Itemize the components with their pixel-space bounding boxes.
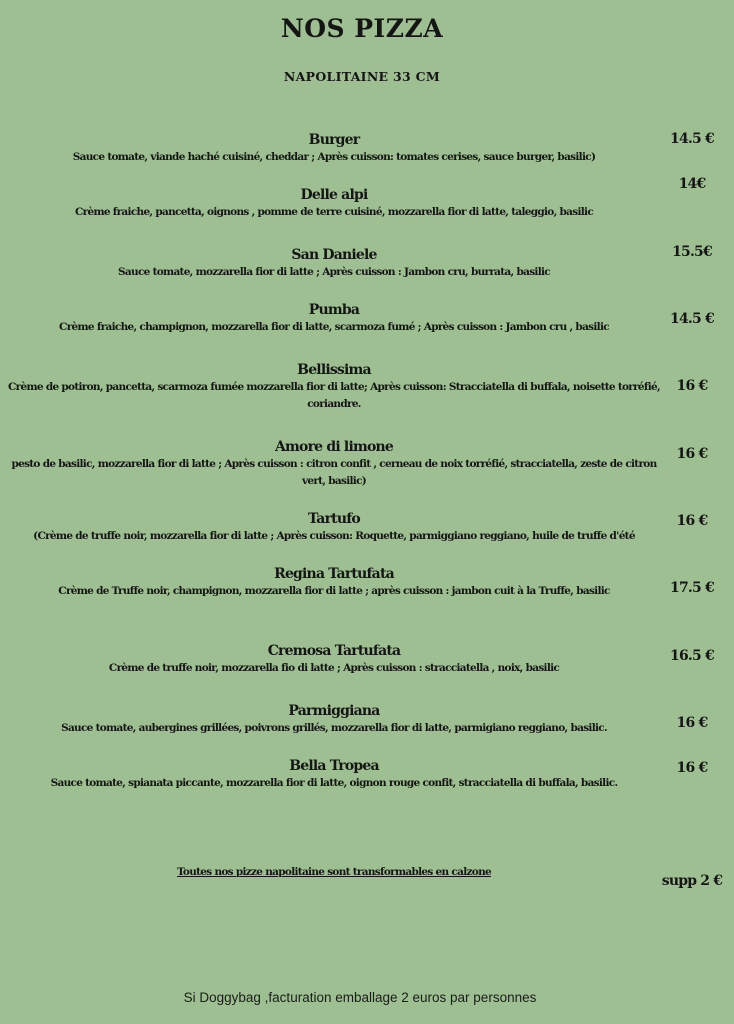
menu-item-amore-di-limone: [8, 438, 660, 490]
item-name: Burger: [308, 132, 360, 148]
menu-item-san-daniele: [8, 246, 660, 281]
doggybag-note: Si Doggybag ,facturation emballage 2 euros par personnes: [183, 990, 537, 1005]
page-subtitle: NAPOLITAINE 33 CM: [283, 69, 441, 84]
item-description: Sauce tomate, viande haché cuisiné, cheddar ; Après cuisson: tomates cerises, sauce burger, basilic): [72, 151, 596, 163]
item-description: Crème de Truffe noir, champignon, mozzarella fior di latte ; après cuisson : jambon cuit à la Truffe, basilic: [58, 585, 610, 597]
menu-item-tartufo: [8, 510, 660, 545]
menu-item-bellissima: [8, 361, 660, 413]
item-price: 17.5 €: [670, 580, 714, 596]
item-description: Sauce tomate, mozzarella fior di latte ; Après cuisson : Jambon cru, burrata, basilic: [118, 266, 550, 278]
item-name: Parmiggiana: [288, 703, 380, 719]
item-price: 14.5 €: [670, 131, 714, 147]
menu-item-delle-alpi: [8, 186, 660, 221]
item-price: 14.5 €: [670, 311, 714, 327]
item-description: Sauce tomate, aubergines grillées, poivrons grillés, mozzarella fior di latte, parmigiano reggiano, basilic.: [61, 722, 607, 734]
menu-item-parmiggiana: [8, 702, 660, 737]
item-price: 16 €: [676, 446, 708, 462]
item-description: Sauce tomate, spianata piccante, mozzarella fior di latte, oignon rouge confit, stracciatella di buffala, basilic.: [50, 777, 618, 789]
item-description: Crème de truffe noir, mozzarella fio di latte ; Après cuisson : stracciatella , noix, basilic: [108, 662, 560, 674]
calzone-supplement-price: supp 2 €: [661, 873, 723, 889]
item-price: 16 €: [676, 378, 708, 394]
page-title: NOS PIZZA: [280, 14, 444, 43]
item-price: 16 €: [676, 760, 708, 776]
menu-item-bella-tropea: [8, 757, 660, 792]
item-price: 15.5€: [672, 244, 712, 260]
item-description: Crème fraiche, champignon, mozzarella fior di latte, scarmoza fumé ; Après cuisson : Jambon cru , basilic: [59, 321, 609, 333]
item-description: (Crème de truffe noir, mozzarella fior di latte ; Après cuisson: Roquette, parmiggiano reggiano, huile de truffe d'été: [33, 530, 635, 542]
item-name: Cremosa Tartufata: [267, 643, 401, 659]
item-name: Bellissima: [297, 362, 371, 378]
menu-item-burger: [8, 131, 660, 166]
item-name: Tartufo: [308, 511, 360, 527]
item-name: Pumba: [308, 302, 360, 318]
item-price: 14€: [678, 176, 706, 192]
item-name: Delle alpi: [300, 187, 368, 203]
calzone-note: Toutes nos pizze napolitaine sont transformables en calzone: [177, 866, 491, 878]
item-name: Bella Tropea: [289, 758, 379, 774]
menu-item-cremosa-tartufata: [8, 642, 660, 677]
item-name: Regina Tartufata: [274, 566, 394, 582]
item-name: San Daniele: [291, 247, 377, 263]
item-description: Crème fraiche, pancetta, oignons , pomme de terre cuisiné, mozzarella fior di latte, taleggio, basilic: [74, 206, 594, 218]
item-price: 16.5 €: [670, 648, 714, 664]
item-price: 16 €: [676, 715, 708, 731]
menu-item-pumba: [8, 301, 660, 336]
menu-item-regina-tartufata: [8, 565, 660, 600]
item-description: Crème de potiron, pancetta, scarmoza fumée mozzarella fior di latte; Après cuisson: Stracciatella di buffala, noisette torréfié, coriandre.: [8, 381, 660, 410]
item-price: 16 €: [676, 513, 708, 529]
item-name: Amore di limone: [274, 439, 394, 455]
item-description: pesto de basilic, mozzarella fior di latte ; Après cuisson : citron confit , cerneau de noix torréfié, stracciatella, zeste de citron vert, basilic): [11, 458, 657, 487]
